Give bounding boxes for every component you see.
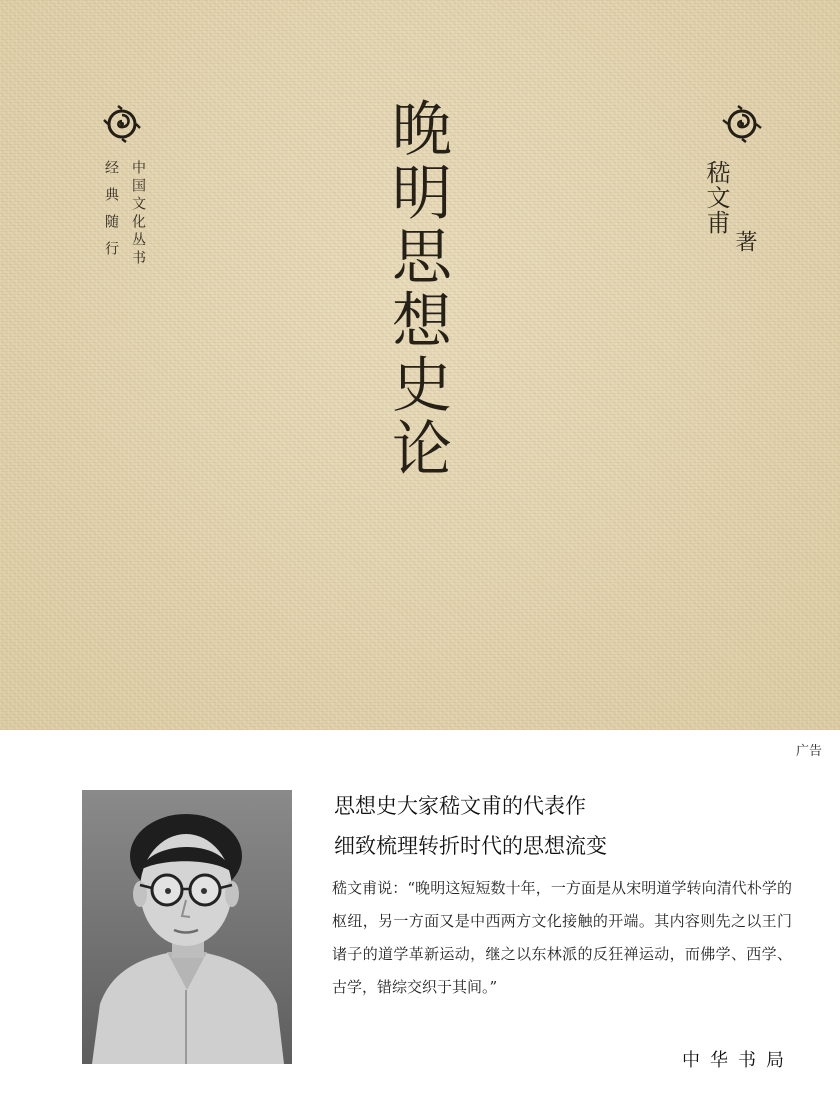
- series-subtitle: 经典随行: [103, 160, 119, 268]
- series-name: 中国文化丛书: [130, 160, 146, 268]
- promo-headline-1: 思想史大家嵇文甫的代表作: [334, 794, 586, 818]
- promo-headline-2: 细致梳理转折时代的思想流变: [334, 834, 607, 858]
- author-role: 著: [732, 230, 757, 252]
- publisher-name: 中华书局: [682, 1050, 794, 1071]
- author-name: 嵇文甫: [702, 160, 730, 235]
- series-emblem-icon: [102, 104, 142, 144]
- promo-quote: 嵇文甫说：“晚明这短短数十年，一方面是从宋明道学转向清代朴学的枢纽，另一方面又是中西两方文化接触的开端。其内容则先之以王门诸子的道学革新运动，继之以东林派的反狂禅运动，而佛学、西学、古学，错综交织于其间。”: [332, 879, 792, 996]
- book-title: 晚明思想史论: [392, 95, 452, 485]
- author-portrait: [82, 790, 292, 1064]
- author-emblem-icon: [720, 104, 764, 144]
- ad-label: 广告: [795, 744, 822, 759]
